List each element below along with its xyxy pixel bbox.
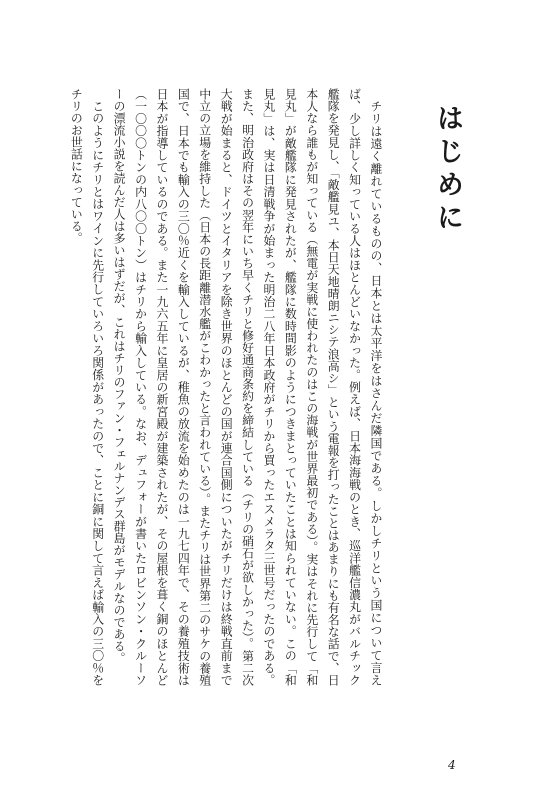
- page-title: はじめに: [432, 104, 463, 236]
- paragraph: チリは遠く離れているものの、日本とは太平洋をはさんだ隣国である。しかしチリという国について言えば、少し詳しく知っている人はほとんどいなかった。例えば、日本海海戦のとき、巡洋艦信濃丸がバルチック艦隊を発見し、「敵艦見ユ、本日天地晴朗ニシテ浪高シ」という電報を打ったことはあまりにも有名な話で、日本人なら誰もが知っている（無電が実戦に使われたのはこの海戦が世界最初である）。実はそれに先行して「和見丸」が敵艦隊に発見されたが、艦隊に数時間影のようにつきまとっていたことは知られていない。この「和見丸」は、実は日清戦争が始まった明治二八年日本政府がチリから買ったエスメラタ三世号だったのである。また、明治政府はその翌年にいち早くチリと修好通商条約を締結している（チリの硝石が欲しかった）。第二次大戦が始まると、ドイツとイタリアを除き世界のほとんどの国が連合国側についたがチリだけは終戦直前まで中立の立場を維持した（日本の長距離潜水艦がこわかったと言われている）。またチリは世界第二のサケの養殖国で、日本でも輸入の三〇％近くを輸入しているが、稚魚の放流を始めたのは一九七四年で、その養殖技術は日本が指導しているのである。また一九六五年に皇居の新宮殿が建築されたが、その屋根を葺く銅のほとんど（一〇〇〇トンの内八〇〇トン）はチリから輸入している。なお、デュフォーが書いたロビンソン・クルーソーの漂流小説を読んだ人は多いはずだが、これはチリのファン・フェルナンデス群島がモデルなのである。: [112, 88, 383, 686]
- body-text: [69, 88, 386, 686]
- page-number: 4: [448, 758, 456, 772]
- paragraph: このようにチリとはワインに先行していろいろ関係があったので、ことに銅に関して言えば輸入の三〇％をチリのお世話になっている。: [69, 88, 105, 686]
